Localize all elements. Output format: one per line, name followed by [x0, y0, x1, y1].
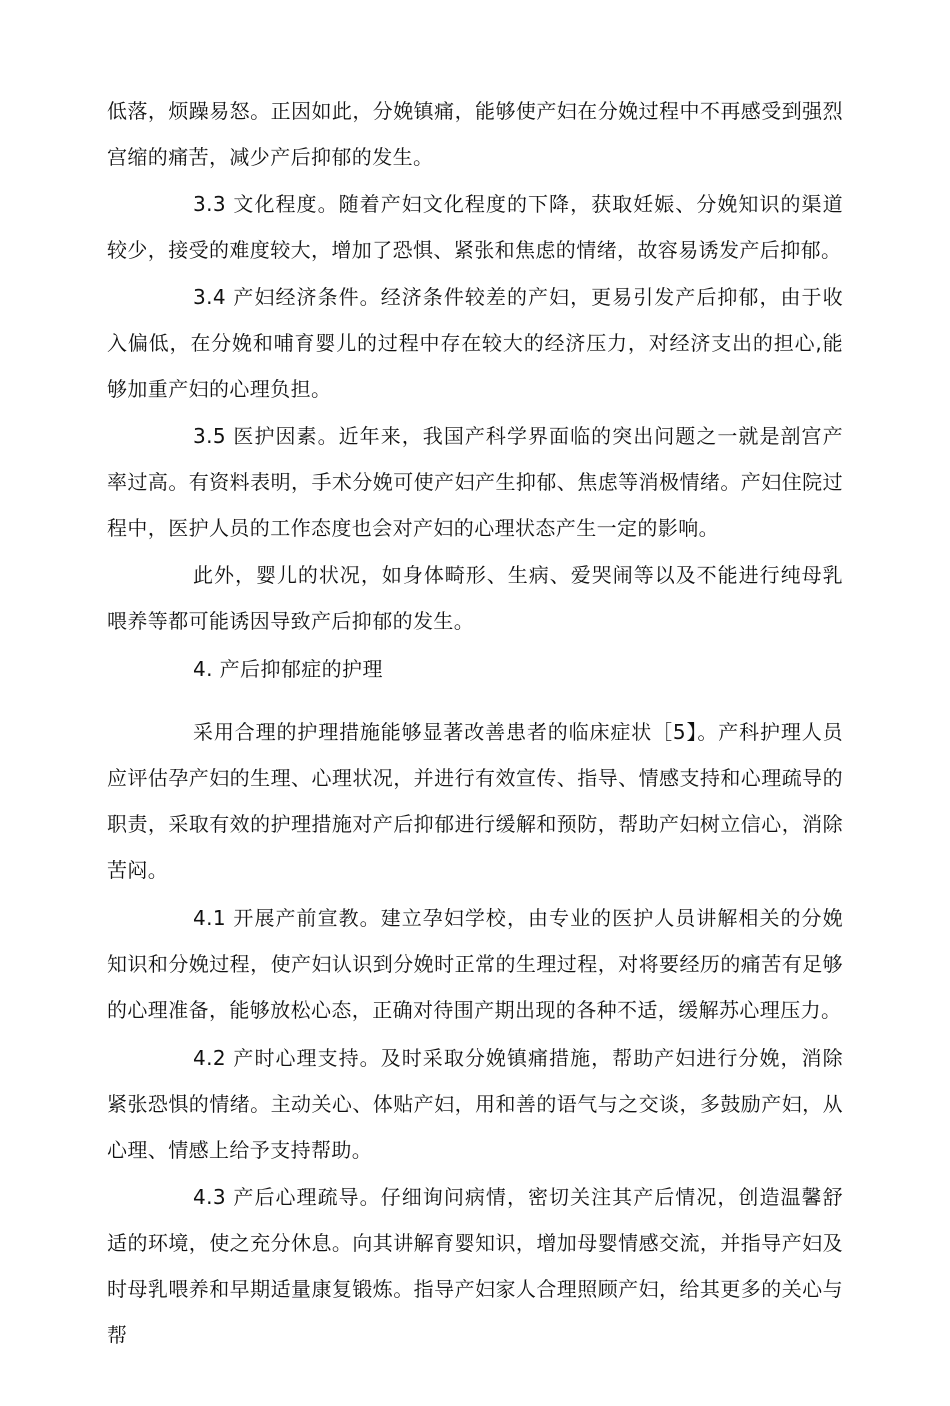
paragraph-4-2: 4.2 产时心理支持。及时采取分娩镇痛措施，帮助产妇进行分娩，消除紧张恐惧的情绪。主动关心、体贴产妇，用和善的语气与之交谈，多鼓励产妇，从心理、情感上给予支持帮助。	[107, 1046, 843, 1162]
paragraph-intro-end: 低落，烦躁易怒。正因如此，分娩镇痛，能够使产妇在分娩过程中不再感受到强烈宫缩的痛苦，减少产后抑郁的发生。	[107, 99, 843, 169]
section-heading-4: 4. 产后抑郁症的护理	[193, 657, 383, 681]
paragraph-infant: 此外，婴儿的状况，如身体畸形、生病、爱哭闹等以及不能进行纯母乳喂养等都可能诱因导致产后抑郁的发生。	[107, 563, 843, 633]
paragraph-3-4: 3.4 产妇经济条件。经济条件较差的产妇，更易引发产后抑郁，由于收入偏低，在分娩和哺育婴儿的过程中存在较大的经济压力，对经济支出的担心,能够加重产妇的心理负担。	[107, 285, 843, 401]
paragraph-4-1: 4.1 开展产前宣教。建立孕妇学校，由专业的医护人员讲解相关的分娩知识和分娩过程，使产妇认识到分娩时正常的生理过程，对将要经历的痛苦有足够的心理准备，能够放松心态，正确对待围产期出现的各种不适，缓解苏心理压力。	[107, 906, 843, 1022]
paragraph-3-3: 3.3 文化程度。随着产妇文化程度的下降，获取妊娠、分娩知识的渠道较少，接受的难度较大，增加了恐惧、紧张和焦虑的情绪，故容易诱发产后抑郁。	[107, 192, 843, 262]
paragraph-3-5: 3.5 医护因素。近年来，我国产科学界面临的突出问题之一就是剖宫产率过高。有资料表明，手术分娩可使产妇产生抑郁、焦虑等消极情绪。产妇住院过程中，医护人员的工作态度也会对产妇的心理状态产生一定的影响。	[107, 424, 843, 540]
paragraph-4-intro: 采用合理的护理措施能够显著改善患者的临床症状［5】。产科护理人员应评估孕产妇的生理、心理状况，并进行有效宣传、指导、情感支持和心理疏导的职责，采取有效的护理措施对产后抑郁进行缓解和预防，帮助产妇树立信心，消除苦闷。	[107, 720, 843, 882]
paragraph-4-3: 4.3 产后心理疏导。仔细询问病情，密切关注其产后情况，创造温馨舒适的环境，使之充分休息。向其讲解育婴知识，增加母婴情感交流，并指导产妇及时母乳喂养和早期适量康复锻炼。指导产妇家人合理照顾产妇，给其更多的关心与帮	[107, 1185, 843, 1347]
